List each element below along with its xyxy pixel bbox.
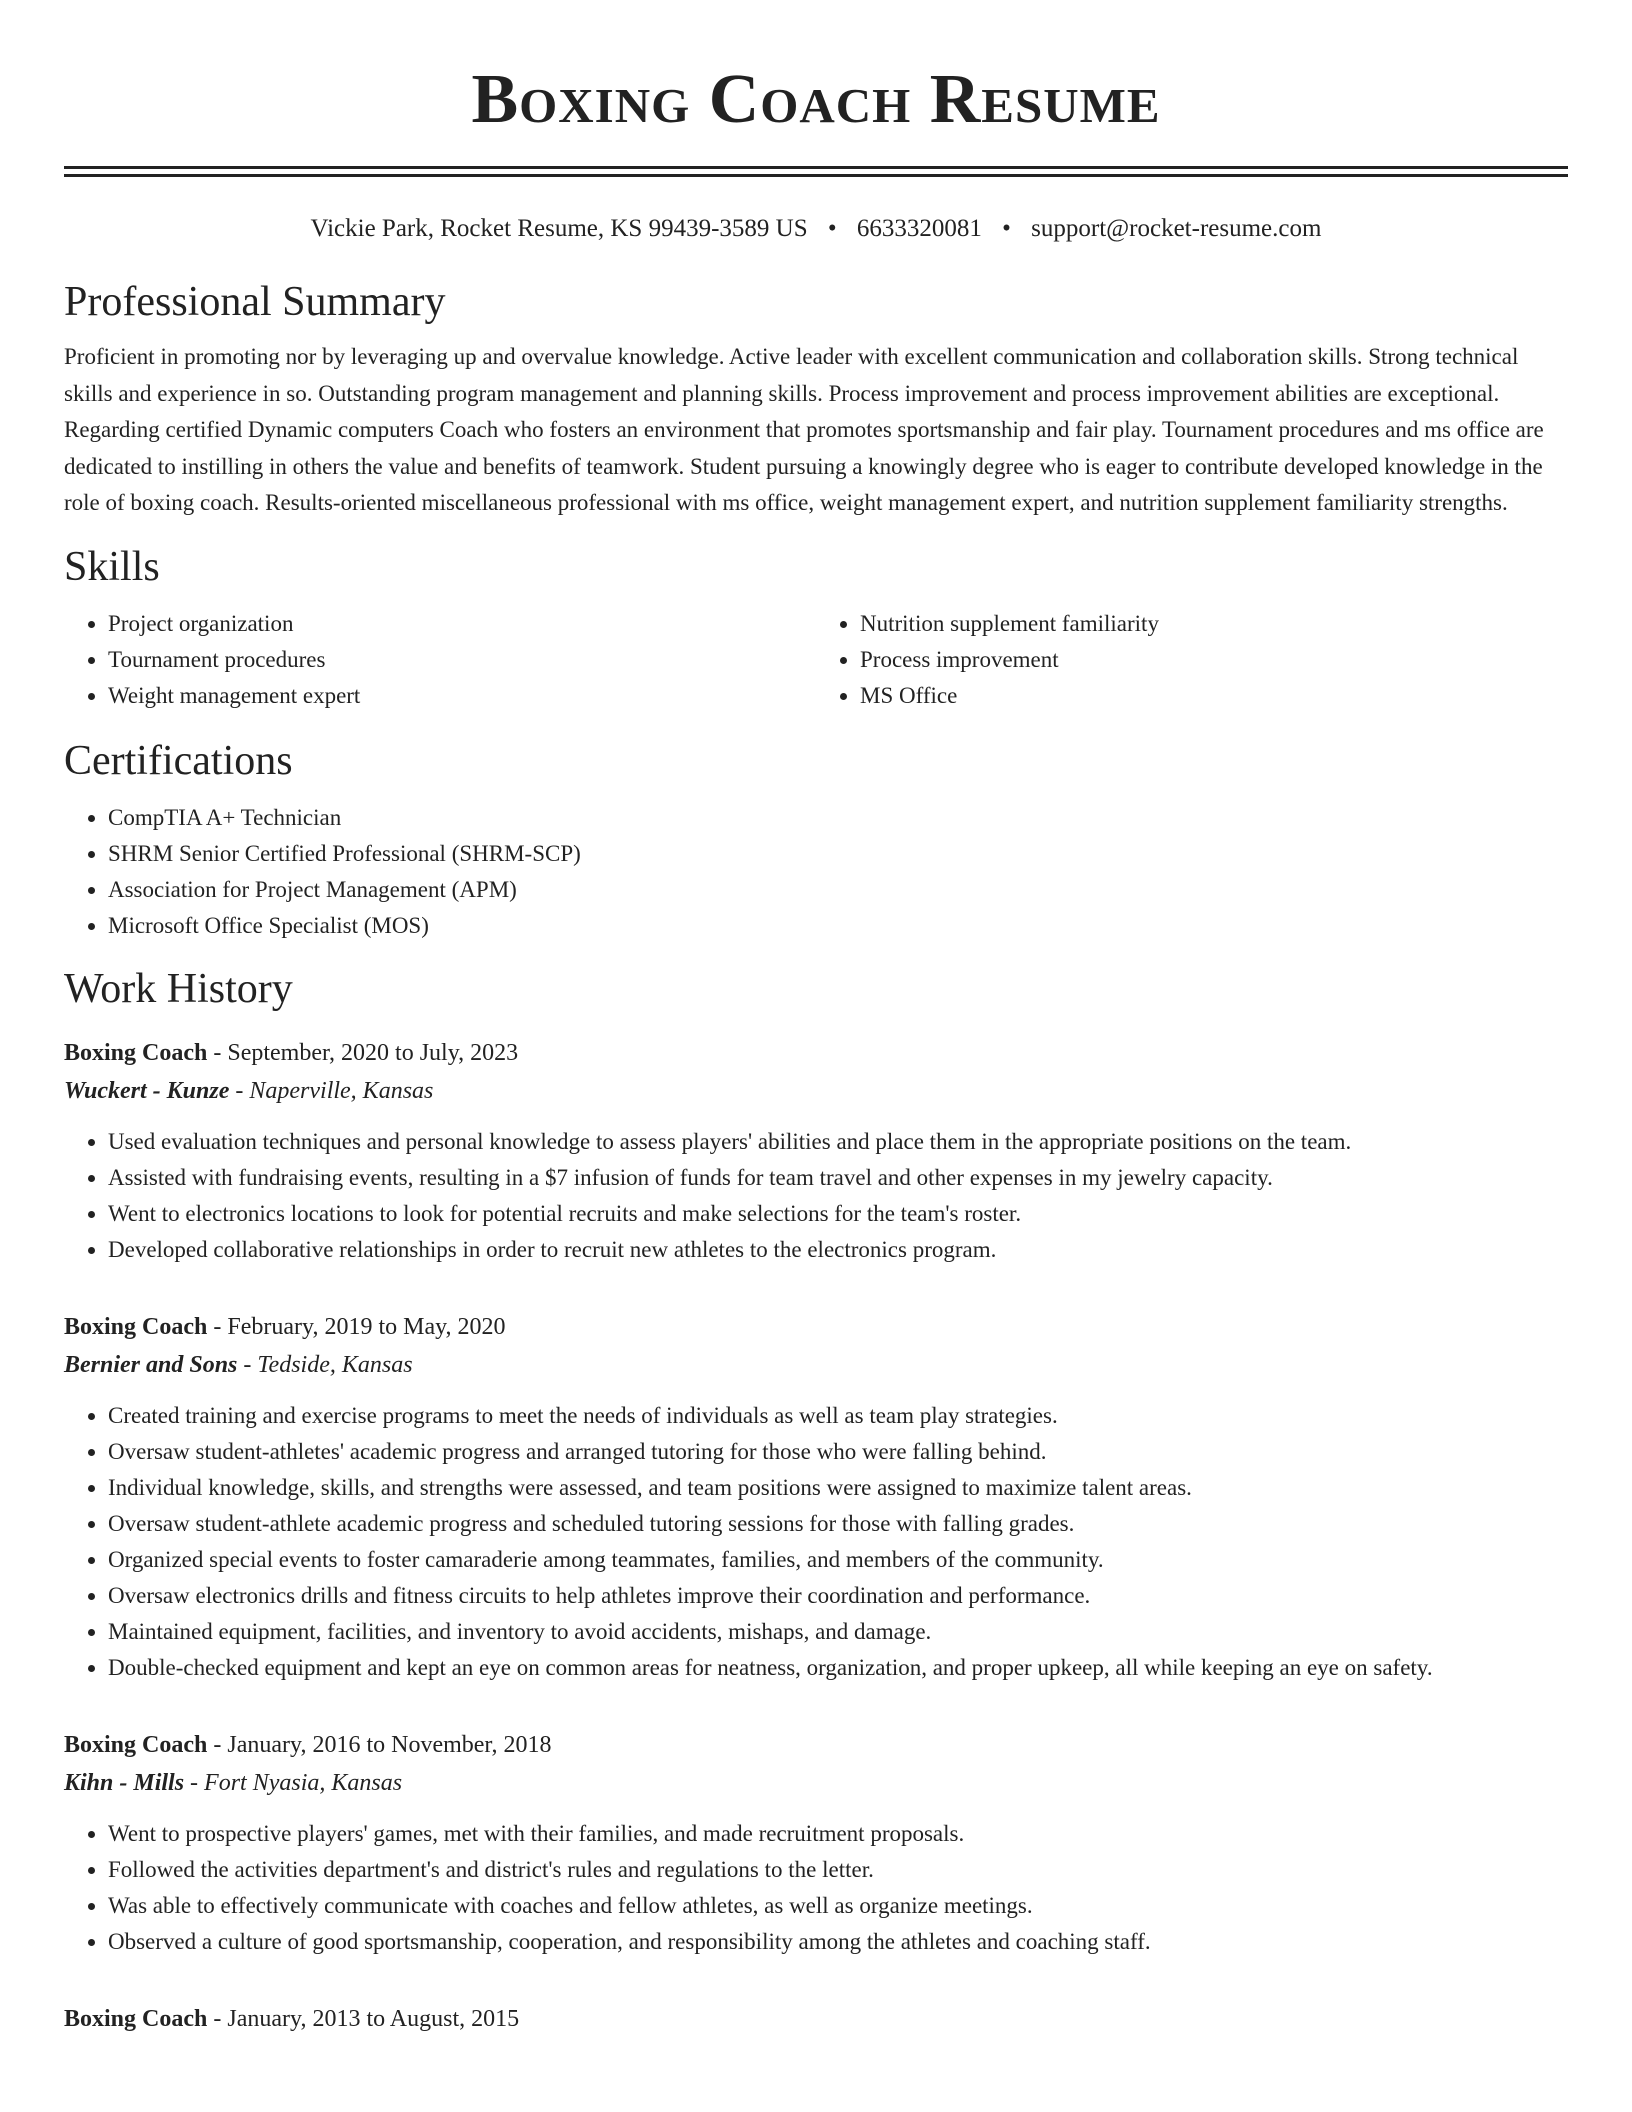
job-dates: September, 2020 to July, 2023: [227, 1039, 519, 1066]
job-entry: [64, 1308, 1568, 1686]
skill-item: • MS Office: [860, 678, 1568, 714]
skills-section: [64, 542, 1568, 714]
job-bullets: [64, 1816, 1568, 1960]
job-title: Boxing Coach: [64, 1313, 208, 1340]
job-entry: [64, 1034, 1568, 1268]
job-bullet: • Created training and exercise programs to meet the needs of individuals as well as team play strategies.: [108, 1398, 1568, 1434]
contact-separator: •: [827, 215, 837, 242]
contact-separator: •: [1002, 215, 1011, 242]
job-bullet: • Assisted with fundraising events, resulting in a $7 infusion of funds for team travel and other expenses in my jewelry capacity.: [108, 1160, 1568, 1196]
job-company-line: Bernier and Sons - Tedside, Kansas: [64, 1351, 413, 1378]
certification-item: • Association for Project Management (APM): [108, 872, 1568, 908]
job-entry: [64, 2000, 1568, 2038]
certifications-section: [64, 736, 1568, 944]
job-title-line: Boxing Coach - September, 2020 to July, 2023: [64, 1039, 519, 1066]
job-bullet: • Organized special events to foster camaraderie among teammates, families, and members of the community.: [108, 1542, 1568, 1578]
contact-phone: 6633320081: [856, 215, 982, 242]
job-bullet: • Oversaw electronics drills and fitness circuits to help athletes improve their coordination and performance.: [108, 1578, 1568, 1614]
certification-item: • CompTIA A+ Technician: [108, 800, 1568, 836]
skills-list-right: [816, 606, 1568, 714]
summary-text: Proficient in promoting nor by leveraging up and overvalue knowledge. Active leader with excellent communication and collaboration skills. Strong technical skills and experience in so. Outstanding program management and planning skills. Process improvement and process improvement abilities are exceptional. Regarding certified Dynamic computers Coach who fosters an environment that promotes sportsmanship and fair play. Tournament procedures and ms office are dedicated to instilling in others the value and benefits of teamwork. Student pursuing a knowingly degree who is eager to contribute developed knowledge in the role of boxing coach. Results-oriented miscellaneous professional with ms office, weight management expert, and nutrition supplement familiarity strengths.: [64, 344, 1544, 515]
job-bullet: • Oversaw student-athlete academic progress and scheduled tutoring sessions for those with falling grades.: [108, 1506, 1568, 1542]
section-heading-work-history: Work History: [64, 965, 293, 1012]
title-double-rule: [64, 166, 1568, 177]
job-dates: January, 2016 to November, 2018: [227, 1731, 552, 1758]
job-company: Kihn - Mills: [64, 1769, 185, 1796]
section-heading-certifications: Certifications: [64, 737, 293, 784]
job-bullet: • Maintained equipment, facilities, and inventory to avoid accidents, mishaps, and damage.: [108, 1614, 1568, 1650]
skill-item: • Project organization: [108, 606, 816, 642]
section-heading-skills: Skills: [64, 543, 160, 590]
professional-summary-section: [64, 277, 1568, 522]
skill-item: • Nutrition supplement familiarity: [860, 606, 1568, 642]
job-title-line: Boxing Coach - January, 2016 to November, 2018: [64, 1731, 552, 1758]
contact-address: Vickie Park, Rocket Resume, KS 99439-3589 US: [310, 215, 808, 242]
job-dates: February, 2019 to May, 2020: [227, 1313, 506, 1340]
job-entry: [64, 1726, 1568, 1960]
job-bullet: • Followed the activities department's and district's rules and regulations to the letter.: [108, 1852, 1568, 1888]
job-title-line: Boxing Coach - February, 2019 to May, 2020: [64, 1313, 506, 1340]
resume-title: Boxing Coach Resume: [471, 61, 1161, 138]
job-title-line: Boxing Coach - January, 2013 to August, 2015: [64, 2005, 520, 2032]
job-bullet: • Was able to effectively communicate with coaches and fellow athletes, as well as organize meetings.: [108, 1888, 1568, 1924]
job-bullets: [64, 1124, 1568, 1268]
job-bullet: • Individual knowledge, skills, and strengths were assessed, and team positions were assigned to maximize talent areas.: [108, 1470, 1568, 1506]
job-title: Boxing Coach: [64, 2005, 208, 2032]
skill-item: • Weight management expert: [108, 678, 816, 714]
job-bullet: • Went to electronics locations to look for potential recruits and make selections for the team's roster.: [108, 1196, 1568, 1232]
job-title: Boxing Coach: [64, 1731, 208, 1758]
job-bullet: • Oversaw student-athletes' academic progress and arranged tutoring for those who were falling behind.: [108, 1434, 1568, 1470]
job-bullet: • Double-checked equipment and kept an eye on common areas for neatness, organization, and proper upkeep, all while keeping an eye on safety.: [108, 1650, 1568, 1686]
skill-item: • Tournament procedures: [108, 642, 816, 678]
work-history-section: [64, 964, 1568, 2038]
job-title: Boxing Coach: [64, 1039, 208, 1066]
contact-email: support@rocket-resume.com: [1031, 215, 1322, 242]
skills-grid: [64, 606, 1568, 714]
job-bullet: • Used evaluation techniques and personal knowledge to assess players' abilities and place them in the appropriate positions on the team.: [108, 1124, 1568, 1160]
certification-item: • Microsoft Office Specialist (MOS): [108, 908, 1568, 944]
section-heading-summary: Professional Summary: [64, 279, 446, 325]
job-location: Fort Nyasia, Kansas: [204, 1769, 403, 1796]
contact-line: [64, 213, 1568, 245]
job-dates: January, 2013 to August, 2015: [227, 2005, 520, 2032]
certification-item: • SHRM Senior Certified Professional (SHRM-SCP): [108, 836, 1568, 872]
job-location: Naperville, Kansas: [249, 1077, 434, 1104]
job-company: Wuckert - Kunze: [64, 1077, 230, 1104]
certifications-list: [64, 800, 1568, 944]
job-bullet: • Went to prospective players' games, met with their families, and made recruitment proposals.: [108, 1816, 1568, 1852]
job-bullet: • Observed a culture of good sportsmanship, cooperation, and responsibility among the athletes and coaching staff.: [108, 1924, 1568, 1960]
job-location: Tedside, Kansas: [257, 1351, 413, 1378]
job-company: Bernier and Sons: [64, 1351, 238, 1378]
job-bullet: • Developed collaborative relationships in order to recruit new athletes to the electronics program.: [108, 1232, 1568, 1268]
skills-list-left: [64, 606, 816, 714]
job-company-line: Kihn - Mills - Fort Nyasia, Kansas: [64, 1769, 403, 1796]
job-bullets: [64, 1398, 1568, 1686]
skill-item: • Process improvement: [860, 642, 1568, 678]
job-company-line: Wuckert - Kunze - Naperville, Kansas: [64, 1077, 434, 1104]
